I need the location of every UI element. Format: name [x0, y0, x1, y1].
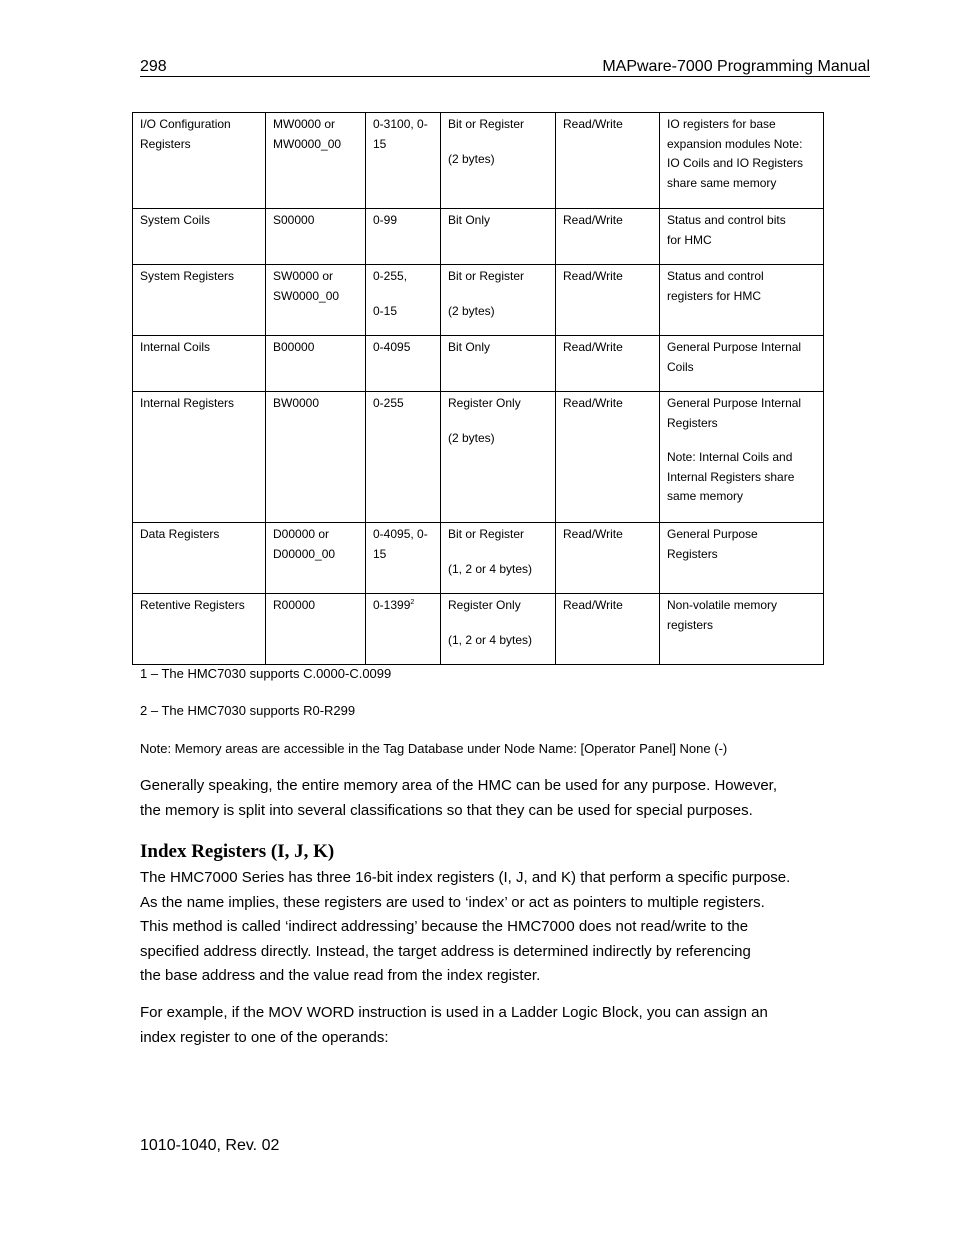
cell-text: 0-255,	[373, 269, 408, 283]
cell-text: Non-volatile memory	[667, 598, 778, 612]
memory-note: Note: Memory areas are accessible in the Tag Database under Node Name: [Operator Panel] None (-)	[140, 741, 728, 756]
cell-description	[660, 523, 824, 594]
cell-text: 15	[373, 136, 387, 151]
cell-text: IO Coils and IO Registers	[667, 156, 804, 170]
cell-text: S00000	[273, 213, 315, 227]
cell-text: Internal Registers	[140, 396, 235, 410]
table-row	[133, 594, 824, 665]
cell-range	[366, 265, 441, 336]
page-number: 298	[140, 58, 167, 75]
cell-text: Register Only	[448, 396, 521, 410]
cell-text: Internal Registers share	[667, 469, 795, 484]
footnote-2: 2 – The HMC7030 supports R0-R299	[140, 703, 356, 718]
cell-access	[556, 523, 660, 594]
cell-type	[441, 336, 556, 392]
cell-type	[441, 113, 556, 209]
cell-text: Read/Write	[563, 598, 623, 612]
cell-text: SW0000_00	[273, 288, 340, 303]
cell-text: (1, 2 or 4 bytes)	[448, 561, 533, 576]
cell-text: General Purpose	[667, 527, 758, 541]
cell-access	[556, 392, 660, 523]
section-heading: Index Registers (I, J, K)	[140, 841, 335, 862]
cell-text: Read/Write	[563, 269, 623, 283]
cell-text: D00000 or	[273, 527, 330, 541]
cell-text: 0-255	[373, 396, 404, 410]
cell-description	[660, 336, 824, 392]
cell-text: D00000_00	[273, 546, 336, 561]
cell-text: Bit or Register	[448, 269, 525, 283]
cell-text: MW0000 or	[273, 117, 336, 131]
cell-address	[266, 392, 366, 523]
table-row	[133, 392, 824, 523]
cell-text: Registers	[140, 136, 191, 151]
footnote-marker: 2	[410, 599, 415, 606]
table-row	[133, 336, 824, 392]
cell-address	[266, 265, 366, 336]
cell-text: Registers	[667, 546, 718, 561]
cell-access	[556, 113, 660, 209]
cell-access	[556, 336, 660, 392]
cell-text: 0-15	[373, 303, 398, 318]
cell-text: (1, 2 or 4 bytes)	[448, 632, 533, 647]
cell-name	[133, 594, 266, 665]
cell-text: Status and control bits	[667, 213, 786, 227]
cell-text: (2 bytes)	[448, 151, 495, 166]
cell-text: Retentive Registers	[140, 598, 245, 612]
manual-title: MAPware-7000 Programming Manual	[602, 58, 870, 75]
cell-name	[133, 392, 266, 523]
cell-text: 0-1399$^2$	[373, 598, 415, 612]
cell-text: Note: Internal Coils and	[667, 450, 793, 464]
cell-address	[266, 594, 366, 665]
cell-access	[556, 209, 660, 265]
cell-range	[366, 392, 441, 523]
cell-access	[556, 594, 660, 665]
cell-text: same memory	[667, 489, 744, 503]
line-gap	[448, 616, 548, 631]
cell-text: BW0000	[273, 396, 320, 410]
cell-address	[266, 523, 366, 594]
cell-access	[556, 265, 660, 336]
cell-address	[266, 209, 366, 265]
cell-description	[660, 392, 824, 523]
cell-text: R00000	[273, 598, 316, 612]
cell-text: System Coils	[140, 213, 211, 227]
cell-text: Read/Write	[563, 340, 623, 354]
cell-description	[660, 594, 824, 665]
cell-description	[660, 113, 824, 209]
table-row	[133, 265, 824, 336]
cell-name	[133, 523, 266, 594]
cell-name	[133, 265, 266, 336]
cell-text: 0-4095	[373, 340, 411, 354]
cell-text: General Purpose Internal	[667, 340, 802, 354]
cell-name	[133, 113, 266, 209]
cell-range	[366, 336, 441, 392]
cell-text: I/O Configuration	[140, 117, 231, 131]
cell-type	[441, 594, 556, 665]
cell-range	[366, 594, 441, 665]
cell-text: registers	[667, 617, 714, 632]
cell-text: System Registers	[140, 269, 235, 283]
document-revision: 1010-1040, Rev. 02	[140, 1137, 280, 1154]
cell-text: Read/Write	[563, 117, 623, 131]
index-registers-paragraph: The HMC7000 Series has three 16-bit index registers (I, J, and K) that perform a specific purpose. As the name implies, these registers are used to ‘index’ or act as pointers to multiple registers. This method is called ‘indirect addressing’ because the HMC7000 does not read/write to the specified address directly. Instead, the target address is determined indirectly by referencing the base address and the value read from the index register.	[140, 869, 791, 984]
cell-text: Read/Write	[563, 213, 623, 227]
line-gap	[448, 287, 548, 302]
table-body	[133, 113, 824, 665]
page-header	[140, 57, 870, 77]
cell-text: MW0000_00	[273, 136, 342, 151]
cell-type	[441, 209, 556, 265]
line-gap	[448, 414, 548, 429]
cell-range	[366, 523, 441, 594]
cell-text: IO registers for base	[667, 117, 776, 131]
line-gap	[448, 545, 548, 560]
cell-text: for HMC	[667, 232, 712, 247]
cell-text: Register Only	[448, 598, 521, 612]
cell-text: Coils	[667, 359, 694, 374]
cell-type	[441, 392, 556, 523]
cell-text: SW0000 or	[273, 269, 334, 283]
cell-text: Bit or Register	[448, 527, 525, 541]
cell-text: Bit or Register	[448, 117, 525, 131]
cell-name	[133, 336, 266, 392]
table-row	[133, 209, 824, 265]
line-gap	[373, 287, 433, 302]
cell-text: Internal Coils	[140, 340, 211, 354]
cell-text: Status and control	[667, 269, 764, 283]
line-gap	[667, 433, 816, 448]
cell-description	[660, 209, 824, 265]
cell-text: Data Registers	[140, 527, 220, 541]
cell-name	[133, 209, 266, 265]
cell-text: Registers	[667, 415, 718, 430]
cell-type	[441, 265, 556, 336]
cell-range	[366, 209, 441, 265]
cell-text: (2 bytes)	[448, 430, 495, 445]
cell-text: 0-99	[373, 213, 398, 227]
cell-text: Read/Write	[563, 396, 623, 410]
cell-address	[266, 113, 366, 209]
cell-text: Read/Write	[563, 527, 623, 541]
cell-text: expansion modules Note:	[667, 136, 803, 151]
cell-type	[441, 523, 556, 594]
example-paragraph: For example, if the MOV WORD instruction is used in a Ladder Logic Block, you can assign an index register to one of the operands:	[140, 1004, 768, 1046]
cell-text: registers for HMC	[667, 288, 762, 303]
cell-text: share same memory	[667, 175, 777, 190]
cell-address	[266, 336, 366, 392]
cell-text: (2 bytes)	[448, 303, 495, 318]
memory-area-table	[132, 112, 824, 665]
intro-paragraph: Generally speaking, the entire memory area of the HMC can be used for any purpose. However, the memory is split into several classifications so that they can be used for special purposes.	[140, 777, 777, 819]
cell-text: 0-3100, 0-	[373, 117, 428, 131]
cell-text: General Purpose Internal	[667, 396, 802, 410]
cell-text: 15	[373, 546, 387, 561]
cell-text: B00000	[273, 340, 315, 354]
cell-range	[366, 113, 441, 209]
line-gap	[448, 135, 548, 150]
table-row	[133, 523, 824, 594]
footnote-1: 1 – The HMC7030 supports C.0000-C.0099	[140, 666, 392, 681]
cell-description	[660, 265, 824, 336]
table-row	[133, 113, 824, 209]
cell-text: Bit Only	[448, 340, 491, 354]
cell-text: 0-4095, 0-	[373, 527, 428, 541]
cell-text: Bit Only	[448, 213, 491, 227]
